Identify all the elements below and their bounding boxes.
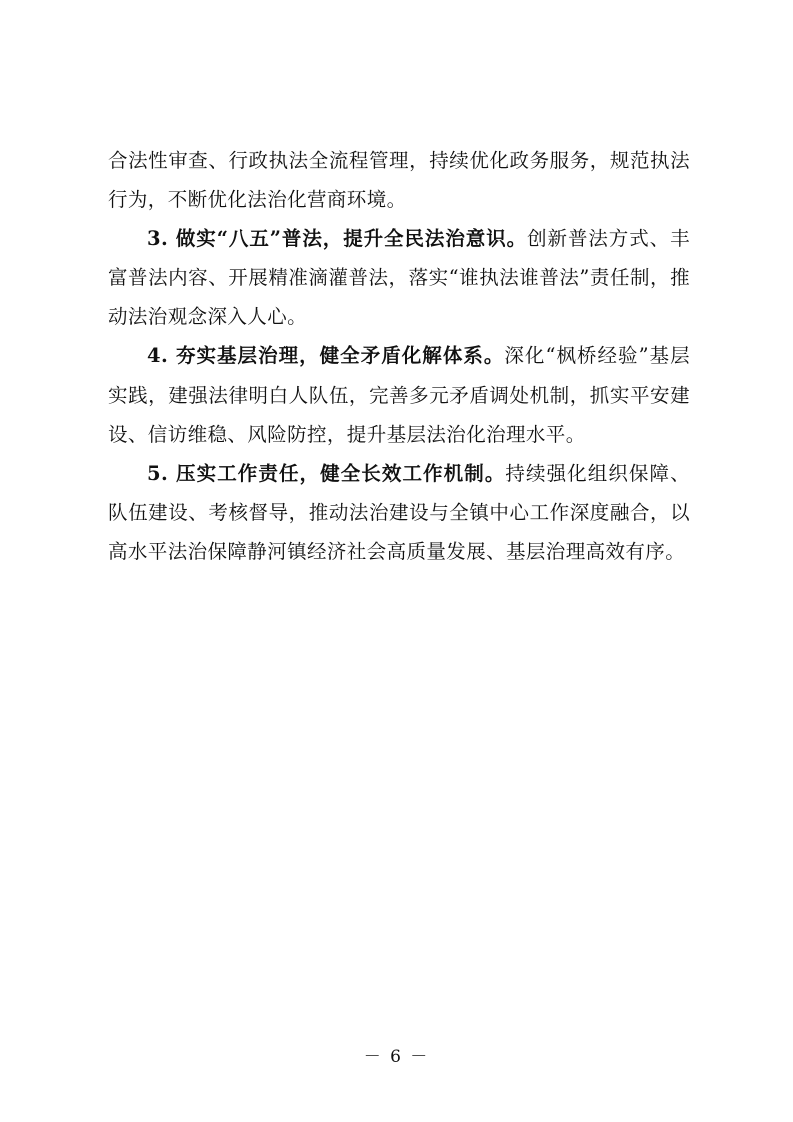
paragraph-item-3	[108, 219, 690, 336]
paragraph-text: 合法性审查、行政执法全流程管理，持续优化政务服务，规范执法行为，不断优化法治化营商环境。	[108, 149, 690, 212]
item-5-text: 持续强化组织保障、队伍建设、考核督导，推动法治建设与全镇中心工作深度融合，以高水平法治保障静河镇经济社会高质量发展、基层治理高效有序。	[108, 461, 690, 563]
paragraph-item-5	[108, 454, 690, 571]
item-5-heading: 5. 压实工作责任，健全长效工作机制。	[147, 461, 506, 485]
page-number: － 6 －	[363, 1047, 430, 1067]
item-3-heading: 3. 做实“八五”普法，提升全民法治意识。	[147, 227, 528, 251]
paragraph-item-4	[108, 336, 690, 453]
item-3-text: 创新普法方式、丰富普法内容、开展精准滴灌普法，落实“谁执法谁普法”责任制，推动法治观念深入人心。	[108, 227, 690, 329]
item-4-heading: 4. 夯实基层治理，健全矛盾化解体系。	[147, 344, 505, 368]
item-4-text: 深化“枫桥经验”基层实践，建强法律明白人队伍，完善多元矛盾调处机制，抓实平安建设、信访维稳、风险防控，提升基层法治化治理水平。	[108, 344, 690, 446]
document-body	[108, 141, 690, 571]
paragraph-continuation	[108, 141, 690, 219]
